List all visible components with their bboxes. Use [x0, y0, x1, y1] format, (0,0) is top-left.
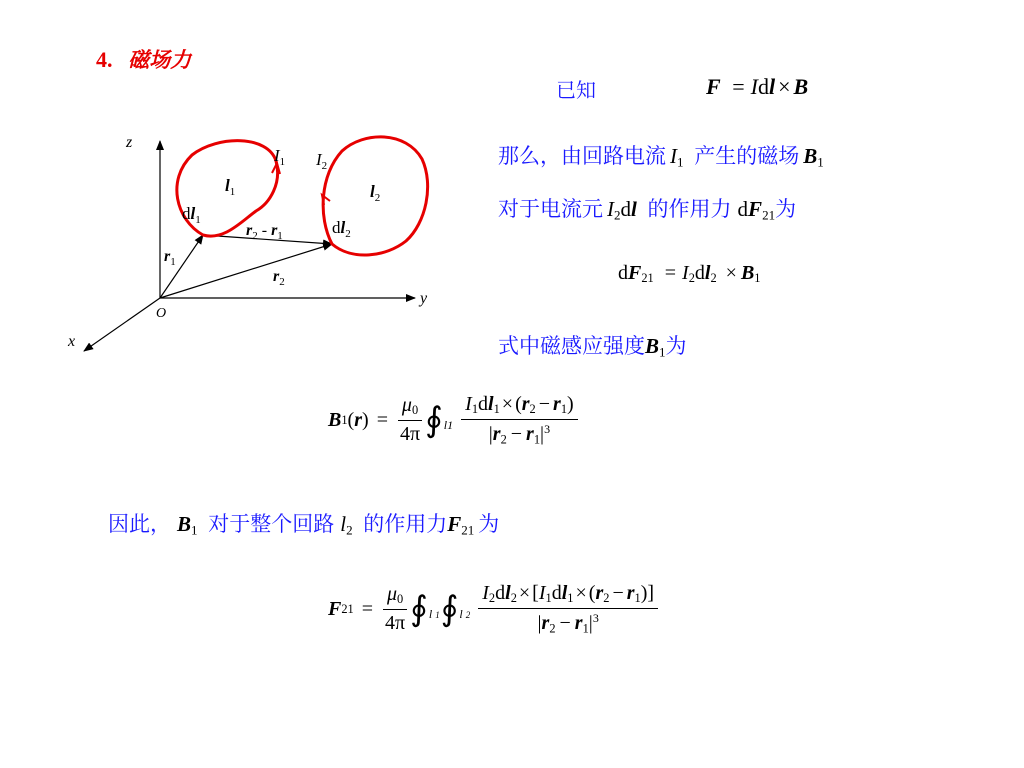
- current-loops-diagram: [60, 125, 440, 355]
- statement-line-3: 式中磁感应强度$B_1$为: [498, 334, 687, 360]
- statement-line-2: 对于电流元 $I_2dl$ 的作用力 $dF_{21}$为: [498, 197, 797, 223]
- contour-integral-icon: ∮: [440, 591, 459, 629]
- svg-text:x: x: [68, 333, 76, 350]
- equation-F21: F 21 = $\frac{\mu_0}{4\pi}$ ∮ l 1 ∮ l 2 $\frac{I_2dl_2 \times [I_1dl_1 \times (r_2 - r_1)]}{|r_2 - r_1|^3}$: [328, 582, 658, 636]
- svg-text:l1: $l_1$: [225, 176, 236, 198]
- statement-line-4: 因此， $B_1$ 对于整个回路 $l_2$ 的作用力$F_{21}$ 为: [108, 512, 500, 538]
- given-formula: F = Idl × B: [706, 74, 809, 99]
- equation-B1: B 1 ( r ) = $\frac{\mu_0}{4\pi}$ ∮ l1 $\frac{I_1dl_1 \times (r_2 - r_1)}{|r_2 - r_1|^3}$: [328, 393, 578, 447]
- contour-integral-icon: ∮: [425, 402, 443, 440]
- given-label: 已知: [556, 78, 596, 102]
- svg-text:r1: $r_1$: [164, 248, 176, 268]
- x-axis: [84, 298, 160, 351]
- equation-dF21: $dF_{21} = I_2dl_2 \times B_1$: [618, 262, 761, 286]
- statement-line-1: 那么，由回路电流 $I_1$ 产生的磁场 $B_1$: [498, 144, 824, 170]
- svg-text:I2: $I_2$: [316, 150, 328, 172]
- svg-text:dl2: $dl_2$: [332, 218, 351, 240]
- r1-vector: [160, 235, 203, 298]
- svg-text:r2 - r1: $r_2 - r_1$: [246, 222, 283, 242]
- svg-text:I1: $I_1$: [274, 146, 286, 168]
- contour-integral-icon: ∮: [410, 591, 428, 629]
- svg-text:dl1: $dl_1$: [182, 204, 201, 226]
- section-heading: [96, 44, 191, 74]
- svg-text:y: y: [420, 290, 428, 307]
- svg-text:z: z: [126, 134, 133, 151]
- current-arrow-icon: [322, 195, 330, 205]
- section-title: 磁场力: [128, 48, 192, 72]
- svg-text:l2: $l_2$: [370, 182, 381, 204]
- svg-text:O: O: [156, 306, 167, 321]
- section-number: 4.: [96, 47, 113, 72]
- r2-vector: [160, 244, 332, 298]
- svg-text:r2: $r_2$: [273, 268, 285, 288]
